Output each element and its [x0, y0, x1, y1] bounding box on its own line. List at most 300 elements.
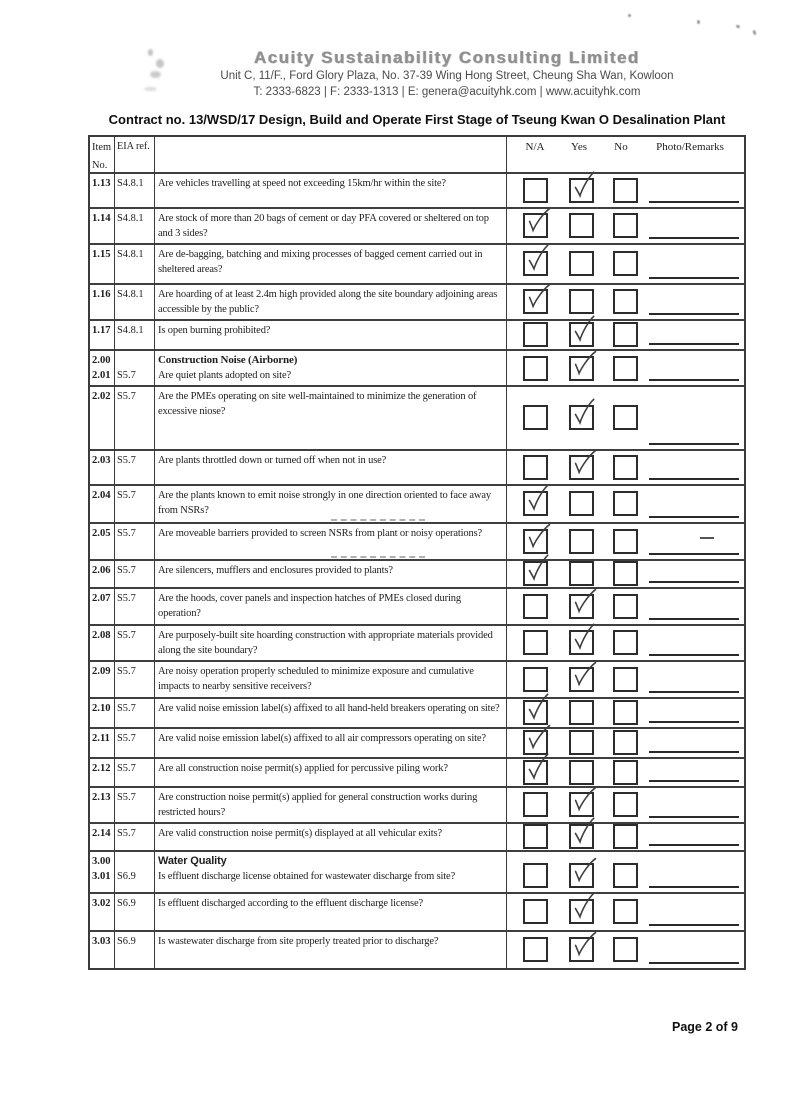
checkmark-icon — [567, 349, 601, 383]
eia-ref-cell — [115, 524, 155, 559]
checkbox-na[interactable] — [523, 824, 548, 849]
eia-ref-cell — [115, 245, 155, 283]
item-cell — [90, 852, 115, 892]
section-item-number: 2.00 — [92, 355, 111, 366]
checkbox-no[interactable] — [613, 630, 638, 655]
checkbox-no[interactable] — [613, 356, 638, 381]
question-cell — [155, 589, 507, 624]
page-number: Page 2 of 9 — [672, 1020, 738, 1034]
checkbox-yes[interactable] — [569, 561, 594, 586]
checkmark-icon — [567, 892, 601, 926]
checkbox-na[interactable] — [523, 561, 548, 586]
table-row — [90, 209, 744, 245]
checkbox-yes[interactable] — [569, 405, 594, 430]
checkbox-na[interactable] — [523, 356, 548, 381]
eia-ref-cell — [115, 759, 155, 786]
remarks-line — [649, 313, 739, 315]
eia-ref-cell — [115, 321, 155, 349]
table-header-row — [90, 137, 744, 174]
column-header-item-line2: No. — [92, 160, 108, 171]
item-cell — [90, 451, 115, 484]
checkmark-icon — [521, 753, 555, 787]
checkbox-na[interactable] — [523, 667, 548, 692]
checkbox-yes[interactable] — [569, 700, 594, 725]
checkbox-na[interactable] — [523, 899, 548, 924]
checkmark-icon — [521, 693, 555, 727]
eia-ref-cell — [115, 626, 155, 660]
answer-cell — [507, 894, 744, 930]
eia-ref: S4.8.1 — [117, 325, 144, 336]
item-number: 2.14 — [92, 828, 111, 839]
question-cell — [155, 788, 507, 822]
remark-dash — [700, 537, 714, 539]
item-cell — [90, 524, 115, 559]
eia-ref-cell — [115, 561, 155, 587]
table-row — [90, 662, 744, 699]
item-cell — [90, 174, 115, 207]
checkbox-no[interactable] — [613, 594, 638, 619]
table-row — [90, 451, 744, 486]
eia-ref: S5.7 — [117, 630, 136, 641]
checkmark-icon — [521, 723, 555, 757]
checkmark-icon — [567, 315, 601, 349]
checkmark-icon — [567, 586, 601, 620]
answer-cell — [507, 561, 744, 587]
checkbox-na[interactable] — [523, 863, 548, 888]
checkbox-no[interactable] — [613, 455, 638, 480]
column-header-answers — [507, 137, 744, 175]
checkmark-icon — [567, 659, 601, 693]
question-cell — [155, 524, 507, 559]
eia-ref: S5.7 — [117, 490, 136, 501]
checkbox-yes[interactable] — [569, 594, 594, 619]
column-header-question — [155, 137, 507, 175]
checkmark-icon — [567, 856, 601, 890]
table-row — [90, 824, 744, 852]
item-cell — [90, 699, 115, 727]
checkmark-icon — [521, 554, 555, 588]
answer-cell — [507, 285, 744, 319]
question-text: Are quiet plants adopted on site? — [158, 370, 291, 381]
column-header-remarks: Photo/Remarks — [656, 141, 724, 153]
checkbox-no[interactable] — [613, 405, 638, 430]
question-text: Are stock of more than 20 bags of cement or day PFA covered or sheltered on top and 3 sides? — [158, 213, 489, 239]
checkbox-no[interactable] — [613, 251, 638, 276]
checkbox-na[interactable] — [523, 700, 548, 725]
question-cell — [155, 321, 507, 349]
table-row — [90, 245, 744, 285]
question-text: Are valid construction noise permit(s) displayed at all vehicular exits? — [158, 828, 442, 839]
checkmark-icon — [521, 521, 555, 555]
checkbox-na[interactable] — [523, 491, 548, 516]
eia-ref-cell — [115, 788, 155, 822]
eia-ref: S6.9 — [117, 871, 136, 882]
checkbox-na[interactable] — [523, 594, 548, 619]
question-text: Are valid noise emission label(s) affixed to all air compressors operating on site? — [158, 733, 486, 744]
table-row — [90, 852, 744, 894]
checkmark-icon — [567, 398, 601, 432]
item-number: 2.05 — [92, 528, 111, 539]
question-text: Are moveable barriers provided to screen NSRs from plant or noisy operations? — [158, 528, 483, 539]
question-cell — [155, 729, 507, 757]
item-cell — [90, 759, 115, 786]
checkbox-no[interactable] — [613, 863, 638, 888]
item-number: 2.02 — [92, 391, 111, 402]
item-cell — [90, 626, 115, 660]
eia-ref: S6.9 — [117, 936, 136, 947]
question-cell — [155, 285, 507, 319]
checklist-table — [88, 135, 746, 970]
table-row — [90, 387, 744, 451]
question-cell — [155, 699, 507, 727]
question-text: Is effluent discharged according to the effluent discharge license? — [158, 898, 423, 909]
checkmark-icon — [567, 817, 601, 851]
item-number: 2.01 — [92, 370, 111, 381]
remarks-line — [649, 478, 739, 480]
checkmark-icon — [567, 447, 601, 481]
checkbox-yes[interactable] — [569, 491, 594, 516]
eia-ref: S5.7 — [117, 703, 136, 714]
checkbox-na[interactable] — [523, 792, 548, 817]
eia-ref-cell — [115, 174, 155, 207]
eia-ref-cell — [115, 451, 155, 484]
checkbox-na[interactable] — [523, 455, 548, 480]
item-cell — [90, 209, 115, 243]
item-cell — [90, 351, 115, 385]
remarks-line — [649, 751, 739, 753]
answer-cell — [507, 852, 744, 892]
checkbox-yes[interactable] — [569, 251, 594, 276]
checkbox-no[interactable] — [613, 899, 638, 924]
remarks-line — [649, 343, 739, 345]
scan-speck — [736, 24, 741, 29]
table-row — [90, 699, 744, 729]
question-text: Are construction noise permit(s) applied for general construction works during restricted hours? — [158, 792, 478, 818]
item-number: 2.12 — [92, 763, 111, 774]
scan-speck — [752, 30, 757, 36]
eia-ref: S4.8.1 — [117, 178, 144, 189]
checkbox-yes[interactable] — [569, 289, 594, 314]
remarks-line — [649, 618, 739, 620]
section-item-number: 3.00 — [92, 856, 111, 867]
checkbox-yes[interactable] — [569, 899, 594, 924]
answer-cell — [507, 174, 744, 207]
answer-cell — [507, 387, 744, 449]
checkbox-no[interactable] — [613, 667, 638, 692]
item-cell — [90, 321, 115, 349]
ref-spacer — [117, 854, 153, 869]
table-row — [90, 486, 744, 524]
checkbox-na[interactable] — [523, 529, 548, 554]
checkbox-yes[interactable] — [569, 937, 594, 962]
checkbox-no[interactable] — [613, 937, 638, 962]
item-number: 2.07 — [92, 593, 111, 604]
checkbox-yes[interactable] — [569, 529, 594, 554]
company-address: Unit C, 11/F., Ford Glory Plaza, No. 37-39 Wing Hong Street, Cheung Sha Wan, Kowloon — [220, 70, 674, 82]
checkbox-yes[interactable] — [569, 863, 594, 888]
question-cell — [155, 486, 507, 522]
checkbox-yes[interactable] — [569, 455, 594, 480]
remarks-line — [649, 962, 739, 964]
eia-ref-cell — [115, 387, 155, 449]
scan-speck — [697, 20, 700, 24]
eia-ref: S5.7 — [117, 565, 136, 576]
question-text: Are the PMEs operating on site well-maintained to minimize the generation of excessive niose? — [158, 391, 477, 417]
item-number: 2.03 — [92, 455, 111, 466]
eia-ref-cell — [115, 729, 155, 757]
table-row — [90, 759, 744, 788]
checkbox-no[interactable] — [613, 561, 638, 586]
section-title: Water Quality — [158, 855, 227, 867]
eia-ref: S4.8.1 — [117, 213, 144, 224]
checkbox-yes[interactable] — [569, 824, 594, 849]
eia-ref: S5.7 — [117, 733, 136, 744]
checkbox-no[interactable] — [613, 178, 638, 203]
company-contact: T: 2333-6823 | F: 2333-1313 | E: genera@acuityhk.com | www.acuityhk.com — [253, 86, 641, 98]
checkbox-yes[interactable] — [569, 356, 594, 381]
answer-cell — [507, 486, 744, 522]
item-cell — [90, 589, 115, 624]
eia-ref-cell — [115, 589, 155, 624]
item-cell — [90, 486, 115, 522]
item-number: 3.02 — [92, 898, 111, 909]
checkbox-yes[interactable] — [569, 322, 594, 347]
item-number: 3.03 — [92, 936, 111, 947]
remarks-line — [649, 780, 739, 782]
question-text: Are all construction noise permit(s) applied for percussive piling work? — [158, 763, 448, 774]
question-cell — [155, 387, 507, 449]
table-row — [90, 174, 744, 209]
eia-ref: S5.7 — [117, 370, 136, 381]
eia-ref-cell — [115, 824, 155, 850]
question-text: Are hoarding of at least 2.4m high provided along the site boundary adjoining areas accessible by the public? — [158, 289, 498, 315]
question-cell — [155, 561, 507, 587]
checkmark-icon — [521, 244, 555, 278]
question-text: Is wastewater discharge from site properly treated prior to discharge? — [158, 936, 439, 947]
checkbox-no[interactable] — [613, 213, 638, 238]
eia-ref-cell — [115, 932, 155, 968]
question-text: Are silencers, mufflers and enclosures provided to plants? — [158, 565, 393, 576]
eia-ref: S4.8.1 — [117, 289, 144, 300]
question-cell — [155, 626, 507, 660]
remarks-line — [649, 654, 739, 656]
question-text: Are de-bagging, batching and mixing processes of bagged cement carried out in sheltered areas? — [158, 249, 483, 275]
checkbox-no[interactable] — [613, 730, 638, 755]
eia-ref: S5.7 — [117, 593, 136, 604]
scan-artifact-line — [331, 556, 425, 558]
column-header-no: No — [614, 141, 628, 153]
item-cell — [90, 824, 115, 850]
checkmark-icon — [567, 930, 601, 964]
column-header-na: N/A — [525, 141, 545, 153]
item-cell — [90, 932, 115, 968]
table-row — [90, 524, 744, 561]
scan-artifact-line — [331, 519, 425, 521]
table-row — [90, 321, 744, 351]
question-cell — [155, 209, 507, 243]
question-cell — [155, 759, 507, 786]
item-number: 3.01 — [92, 871, 111, 882]
checkbox-na[interactable] — [523, 730, 548, 755]
checkbox-yes[interactable] — [569, 792, 594, 817]
eia-ref: S4.8.1 — [117, 249, 144, 260]
answer-cell — [507, 451, 744, 484]
answer-cell — [507, 759, 744, 786]
question-cell — [155, 451, 507, 484]
checkbox-yes[interactable] — [569, 213, 594, 238]
eia-ref: S5.7 — [117, 792, 136, 803]
table-row — [90, 729, 744, 759]
remarks-line — [649, 516, 739, 518]
answer-cell — [507, 824, 744, 850]
checkbox-no[interactable] — [613, 289, 638, 314]
eia-ref-cell — [115, 852, 155, 892]
item-cell — [90, 561, 115, 587]
checkbox-na[interactable] — [523, 760, 548, 785]
checkbox-no[interactable] — [613, 322, 638, 347]
answer-cell — [507, 662, 744, 697]
table-row — [90, 351, 744, 387]
checkbox-na[interactable] — [523, 937, 548, 962]
checkmark-icon — [567, 171, 601, 205]
question-cell — [155, 662, 507, 697]
remarks-line — [649, 886, 739, 888]
eia-ref: S5.7 — [117, 391, 136, 402]
eia-ref: S5.7 — [117, 455, 136, 466]
checkbox-no[interactable] — [613, 491, 638, 516]
eia-ref-cell — [115, 209, 155, 243]
eia-ref-cell — [115, 699, 155, 727]
checkmark-icon — [521, 484, 555, 518]
remarks-line — [649, 237, 739, 239]
column-header-item-line1: Item — [92, 142, 112, 153]
checkbox-no[interactable] — [613, 529, 638, 554]
table-row — [90, 561, 744, 589]
item-number: 2.10 — [92, 703, 111, 714]
remarks-line — [649, 443, 739, 445]
company-name: Acuity Sustainability Consulting Limited — [254, 48, 640, 67]
question-cell — [155, 245, 507, 283]
checkbox-no[interactable] — [613, 824, 638, 849]
checkbox-yes[interactable] — [569, 760, 594, 785]
item-number: 1.16 — [92, 289, 111, 300]
checkbox-na[interactable] — [523, 405, 548, 430]
question-text: Are noisy operation properly scheduled to minimize exposure and cumulative impacts to nearby sensitive receivers? — [158, 666, 474, 692]
remarks-line — [649, 379, 739, 381]
question-text: Are vehicles travelling at speed not exceeding 15km/hr within the site? — [158, 178, 446, 189]
scan-speck — [628, 14, 631, 17]
column-header-eia-ref: EIA ref. — [115, 137, 155, 175]
eia-ref: S5.7 — [117, 763, 136, 774]
answer-cell — [507, 351, 744, 385]
answer-cell — [507, 699, 744, 727]
item-number: 2.13 — [92, 792, 111, 803]
eia-ref-cell — [115, 351, 155, 385]
question-text: Are valid noise emission label(s) affixed to all hand-held breakers operating on site? — [158, 703, 500, 714]
ref-spacer — [117, 353, 153, 368]
eia-ref-cell — [115, 486, 155, 522]
eia-ref-cell — [115, 894, 155, 930]
question-text: Are the plants known to emit noise strongly in one direction oriented to face away from NSRs? — [158, 490, 491, 516]
remarks-line — [649, 553, 739, 555]
checkmark-icon — [521, 206, 555, 240]
checkbox-na[interactable] — [523, 630, 548, 655]
table-row — [90, 932, 744, 968]
eia-ref: S6.9 — [117, 898, 136, 909]
table-row — [90, 589, 744, 626]
checkmark-icon — [521, 282, 555, 316]
item-number: 1.13 — [92, 178, 111, 189]
checkbox-yes[interactable] — [569, 630, 594, 655]
question-text: Are purposely-built site hoarding construction with appropriate materials provided along the site boundary? — [158, 630, 493, 656]
answer-cell — [507, 209, 744, 243]
eia-ref-cell — [115, 662, 155, 697]
answer-cell — [507, 932, 744, 968]
question-cell — [155, 852, 507, 892]
item-number: 2.04 — [92, 490, 111, 501]
remarks-line — [649, 844, 739, 846]
question-text: Is open burning prohibited? — [158, 325, 271, 336]
checkbox-no[interactable] — [613, 760, 638, 785]
table-row — [90, 285, 744, 321]
answer-cell — [507, 589, 744, 624]
item-cell — [90, 285, 115, 319]
table-row — [90, 788, 744, 824]
checkbox-yes[interactable] — [569, 730, 594, 755]
column-header-yes: Yes — [570, 141, 588, 153]
eia-ref: S5.7 — [117, 828, 136, 839]
item-number: 2.06 — [92, 565, 111, 576]
answer-cell — [507, 321, 744, 349]
item-cell — [90, 894, 115, 930]
question-cell — [155, 174, 507, 207]
question-cell — [155, 932, 507, 968]
answer-cell — [507, 626, 744, 660]
document-title: Contract no. 13/WSD/17 Design, Build and Operate First Stage of Tseung Kwan O Desalination Plant — [108, 112, 726, 127]
question-text: Are the hoods, cover panels and inspection hatches of PMEs closed during operation? — [158, 593, 461, 619]
checkbox-yes[interactable] — [569, 178, 594, 203]
remarks-line — [649, 691, 739, 693]
question-cell — [155, 351, 507, 385]
item-cell — [90, 788, 115, 822]
remarks-line — [649, 816, 739, 818]
item-cell — [90, 729, 115, 757]
eia-ref: S5.7 — [117, 666, 136, 677]
checkmark-icon — [567, 623, 601, 657]
question-cell — [155, 824, 507, 850]
checkbox-no[interactable] — [613, 792, 638, 817]
item-number: 1.15 — [92, 249, 111, 260]
checkbox-yes[interactable] — [569, 667, 594, 692]
item-cell — [90, 387, 115, 449]
checkbox-na[interactable] — [523, 289, 548, 314]
answer-cell — [507, 788, 744, 822]
answer-cell — [507, 245, 744, 283]
checkbox-na[interactable] — [523, 322, 548, 347]
checkbox-no[interactable] — [613, 700, 638, 725]
item-number: 1.17 — [92, 325, 111, 336]
checkbox-na[interactable] — [523, 213, 548, 238]
checkbox-na[interactable] — [523, 178, 548, 203]
remarks-line — [649, 277, 739, 279]
item-cell — [90, 662, 115, 697]
checkbox-na[interactable] — [523, 251, 548, 276]
item-number: 2.11 — [92, 733, 110, 744]
remarks-line — [649, 581, 739, 583]
remarks-line — [649, 721, 739, 723]
question-cell — [155, 894, 507, 930]
remarks-line — [649, 201, 739, 203]
